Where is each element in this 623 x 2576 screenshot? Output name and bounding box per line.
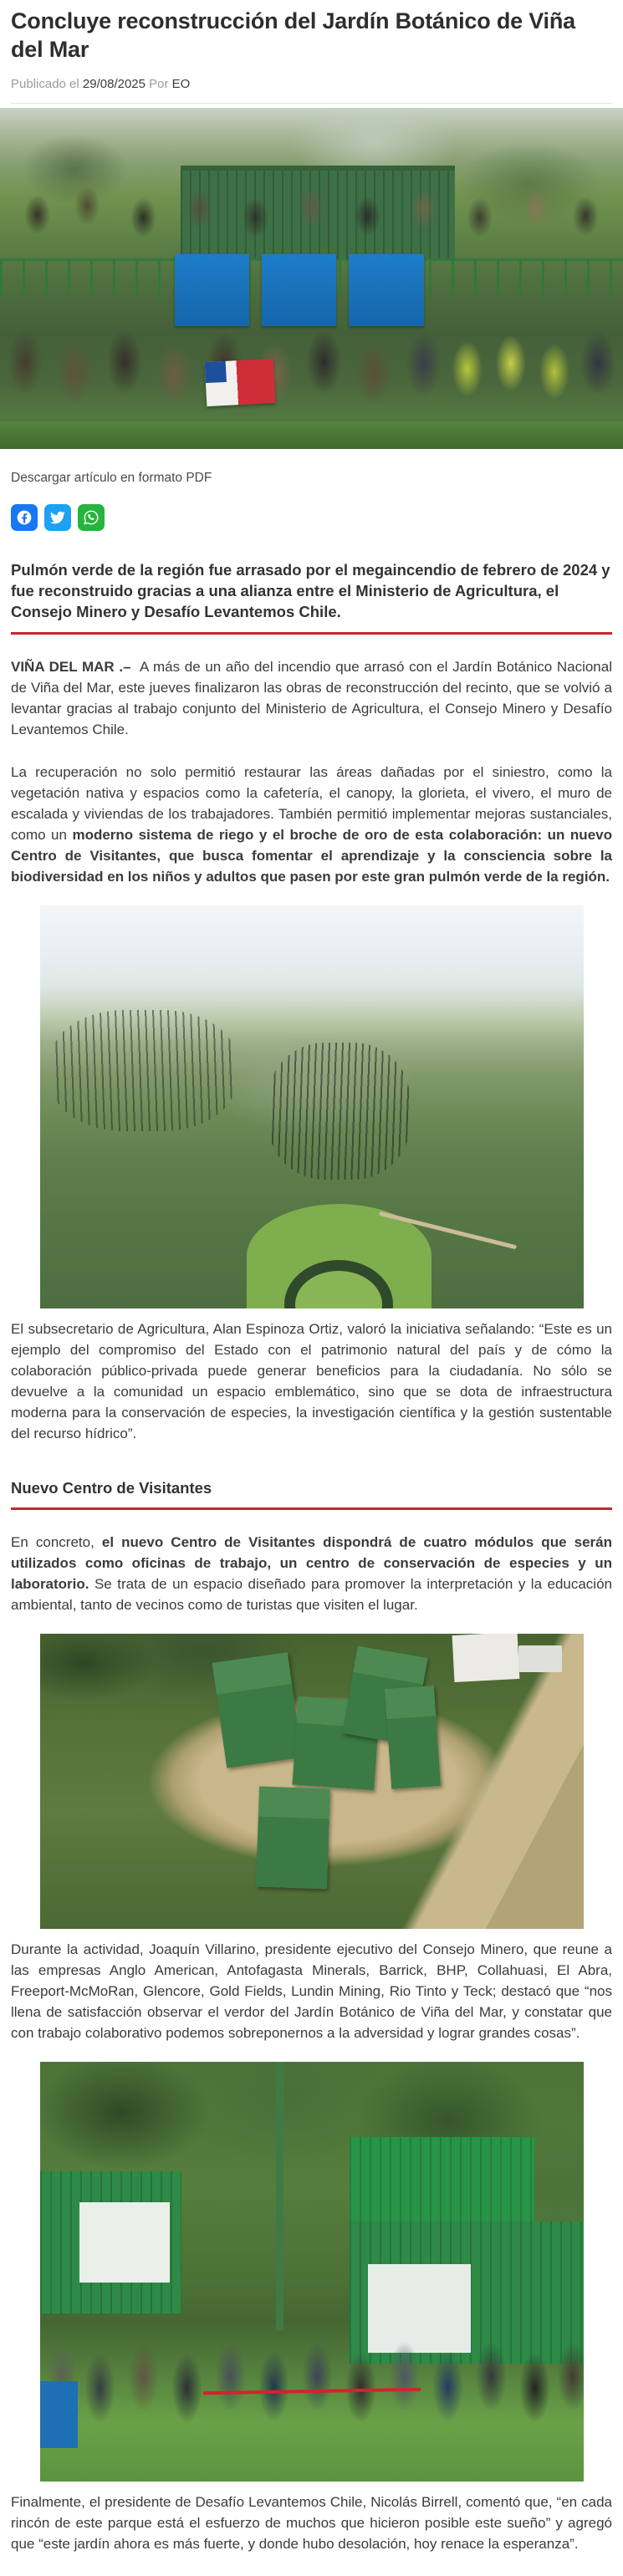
- header-divider: [11, 103, 612, 104]
- burnt-trees-shape: [268, 1043, 410, 1180]
- paragraph-2: La recuperación no solo permitió restaurar las áreas dañadas por el siniestro, como la vegetación nativa y espacios como la cafetería, el canopy, la glorieta, el vivero, el muro de escalada y viviendas de los trabajadores. También permitió implementar mejoras sustanciales, como un moderno sistema de riego y el broche de oro de esta colaboración: un nuevo Centro de Visitantes, que busca fomentar el aprendizaje y la consciencia sobre la biodiversidad en los niños y adultos que pasen por este gran pulmón verde de la región.: [11, 764, 612, 885]
- section-heading: Nuevo Centro de Visitantes: [11, 1479, 212, 1497]
- crowd-shape: [40, 2305, 584, 2448]
- download-pdf-link[interactable]: Descargar artículo en formato PDF: [11, 471, 212, 485]
- lead-divider: [11, 632, 612, 635]
- paragraph-6: Finalmente, el presidente de Desafío Levantemos Chile, Nicolás Birrell, comentó que, “en cada rincón de este parque está el esfuerzo de muchos que hicieron posible este sueño” y agregó que “este jardín ahora es más fuerte, y donde hubo desolación, hoy renace la esperanza”.: [11, 2494, 612, 2552]
- green-module-shape: [255, 1786, 329, 1889]
- page-title: Concluye reconstrucción del Jardín Botánico de Viña del Mar: [11, 8, 575, 62]
- chilean-flag-shape: [205, 359, 276, 406]
- green-container-shape: [40, 2171, 181, 2314]
- paragraph-4: En concreto, el nuevo Centro de Visitantes dispondrá de cuatro módulos que serán utilizados como oficinas de trabajo, un centro de conservación de especies y un laboratorio. Se trata de un espacio diseñado para promover la interpretación y la educación ambiental, tanto de vecinos como de turistas que visiten el lugar.: [11, 1534, 612, 1613]
- facebook-icon: [16, 509, 33, 526]
- paragraph-5: Durante la actividad, Joaquín Villarino, presidente ejecutivo del Consejo Minero, que reune a las empresas Anglo American, Antofagasta Minerals, Barrick, BHP, Collahuasi, El Abra, Freeport-McMoRan, Glencore, Gold Fields, Lundin Mining, Rio Tinto y Teck; destacó que “nos llena de satisfacción observar el verdor del Jardín Botánico de Viña del Mar, y constatar que con trabajo colaborativo podemos sobreponernos a la adversidad y lograr grandes cosas”.: [11, 1941, 612, 2041]
- blue-banner-shape: [40, 2381, 79, 2448]
- twitter-share-button[interactable]: [44, 504, 71, 531]
- grass-shape: [0, 421, 623, 449]
- author: EO: [171, 77, 191, 91]
- facebook-share-button[interactable]: [11, 504, 38, 531]
- lead-paragraph: Pulmón verde de la región fue arrasado por el megaincendio de febrero de 2024 y fue reconstruido gracias a una alianza entre el Ministerio de Agricultura, el Consejo Minero y Desafío Levantemos Chile.: [11, 561, 610, 620]
- green-container-shape: [350, 2137, 534, 2229]
- paragraph-1: VIÑA DEL MAR .– A más de un año del incendio que arrasó con el Jardín Botánico Nacional de Viña del Mar, este jueves finalizaron las obras de reconstrucción del recinto, que se volvió a levantar gracias al trabajo conjunto del Ministerio de Agricultura, el Consejo Minero y Desafío Levantemos Chile.: [11, 659, 612, 737]
- green-module-shape: [384, 1686, 440, 1789]
- by-label: Por: [149, 77, 169, 91]
- whatsapp-share-button[interactable]: [78, 504, 105, 531]
- byline: [11, 77, 612, 91]
- white-tent-shape: [452, 1634, 519, 1682]
- burnt-trees-shape: [51, 1010, 236, 1131]
- visitor-center-aerial-photo: [40, 1634, 584, 1929]
- section-divider: [11, 1507, 612, 1510]
- paragraph-3: El subsecretario de Agricultura, Alan Espinoza Ortiz, valoró la iniciativa señalando: “Este es un ejemplo del compromiso del Estado con el patrimonio natural del país y de cómo la colaboración público-privada puede generar beneficios para la ciudadanía. No sólo se devuelve a la comunidad un espacio emblemático, sino que se dota de infraestructura moderna para la conservación de especies, la investigación científica y la gestión sustentable del recurso hídrico”.: [11, 1321, 612, 1441]
- publish-date: 29/08/2025: [82, 77, 146, 91]
- pole-shape: [276, 2062, 283, 2330]
- twitter-icon: [49, 509, 66, 526]
- crowd-lower-shape: [0, 285, 623, 425]
- published-label: Publicado el: [11, 77, 79, 91]
- share-buttons: [11, 504, 612, 531]
- truck-shape: [518, 1645, 562, 1672]
- hero-crowd-photo: [0, 108, 623, 449]
- green-module-shape: [212, 1653, 303, 1769]
- whatsapp-icon: [83, 509, 100, 526]
- aerial-garden-photo: [40, 905, 584, 1308]
- ribbon-cutting-photo: [40, 2062, 584, 2482]
- crowd-upper-shape: [0, 115, 623, 261]
